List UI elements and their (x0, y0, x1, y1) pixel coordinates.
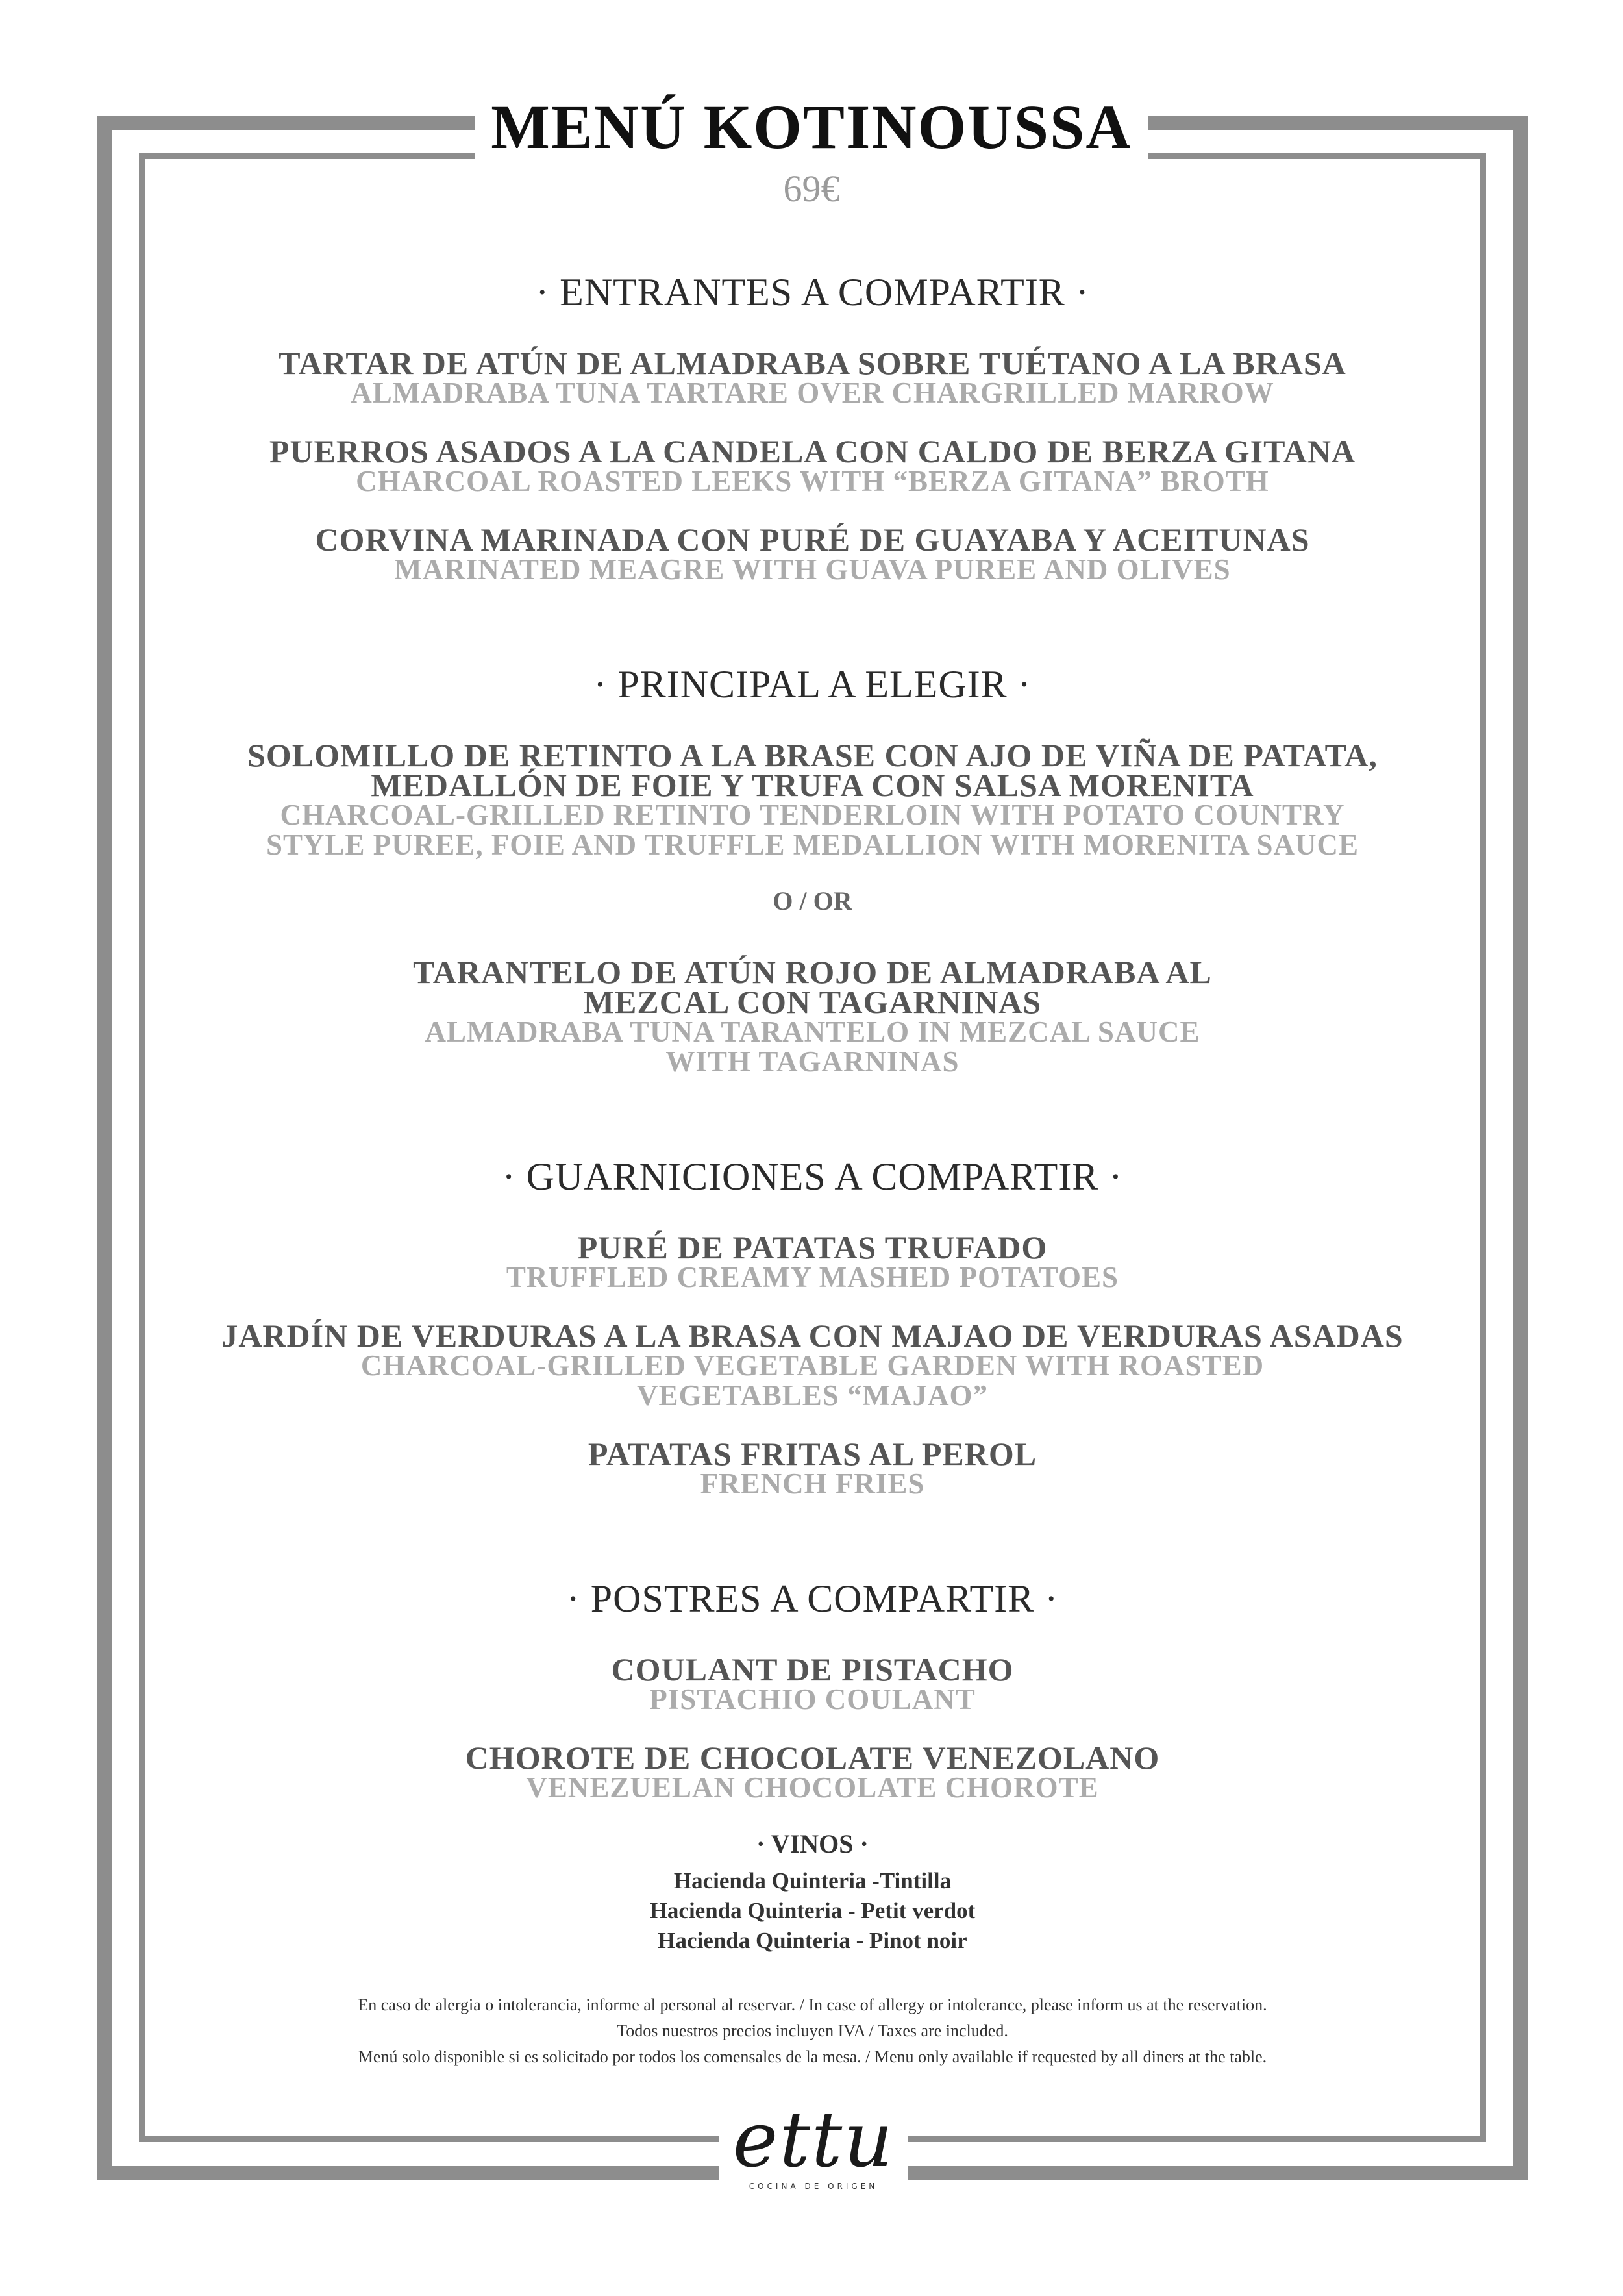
wine-item: Hacienda Quinteria -Tintilla (673, 1868, 952, 1893)
section-postres (139, 1579, 1486, 1803)
dish-name-en: TRUFFLED CREAMY MASHED POTATOES (506, 1261, 1119, 1293)
dish-item (139, 1740, 1486, 1804)
dish-name-es: TARTAR DE ATÚN DE ALMADRABA SOBRE TUÉTANO A LA BRASA (279, 345, 1346, 381)
wines-title: · VINOS · (756, 1829, 869, 1858)
footer-notes (139, 1992, 1486, 2070)
dish-name-en: FRENCH FRIES (700, 1467, 925, 1500)
section-guarniciones (139, 1157, 1486, 1499)
dish-name-es: COULANT DE PISTACHO (611, 1651, 1014, 1688)
page-title: MENÚ KOTINOUSSA (491, 92, 1132, 162)
section-principal (139, 665, 1486, 1077)
dish-item (139, 433, 1486, 497)
section-vinos (139, 1831, 1486, 1956)
dish-name-en: CHARCOAL ROASTED LEEKS WITH “BERZA GITANA” BROTH (356, 465, 1269, 497)
section-spacer (139, 613, 1486, 665)
dish-item (139, 1651, 1486, 1716)
availability-note: Menú solo disponible si es solicitado por todos los comensales de la mesa. / Menu only available if requested by all diners at the table. (358, 2047, 1267, 2066)
dish-name-es: SOLOMILLO DE RETINTO A LA BRASE CON AJO DE VIÑA DE PATATA, MEDALLÓN DE FOIE Y TRUFA CON SALSA MORENITA (247, 737, 1378, 803)
dish-name-en: MARINATED MEAGRE WITH GUAVA PUREE AND OLIVES (394, 553, 1231, 586)
dish-item (139, 1229, 1486, 1293)
dish-name-en: VENEZUELAN CHOCOLATE CHOROTE (526, 1771, 1099, 1804)
dish-name-es: CORVINA MARINADA CON PURÉ DE GUAYABA Y ACEITUNAS (315, 521, 1310, 558)
ettu-logo (719, 2095, 908, 2191)
dish-name-en: CHARCOAL-GRILLED VEGETABLE GARDEN WITH ROASTED VEGETABLES “MAJAO” (360, 1349, 1265, 1412)
menu-content (139, 273, 1486, 2070)
logo-tagline: COCINA DE ORIGEN (749, 2182, 878, 2191)
section-entrantes (139, 273, 1486, 584)
menu-price: 69€ (783, 168, 840, 210)
dish-item (139, 1317, 1486, 1412)
section-spacer (139, 1527, 1486, 1579)
dish-name-es: PATATAS FRITAS AL PEROL (588, 1436, 1037, 1472)
tax-note: Todos nuestros precios incluyen IVA / Taxes are included. (617, 2021, 1008, 2040)
section-title: · POSTRES A COMPARTIR · (566, 1577, 1059, 1620)
wine-item: Hacienda Quinteria - Pinot noir (658, 1928, 967, 1953)
dish-name-en: PISTACHIO COULANT (649, 1683, 976, 1716)
dish-name-en: ALMADRABA TUNA TARANTELO IN MEZCAL SAUCE WITH TAGARNINAS (425, 1016, 1200, 1078)
dish-name-en: ALMADRABA TUNA TARTARE OVER CHARGRILLED MARROW (351, 377, 1274, 409)
dish-item (139, 521, 1486, 586)
dish-item (139, 954, 1486, 1078)
section-spacer (139, 1105, 1486, 1157)
dish-item (139, 737, 1486, 861)
dish-name-es: TARANTELO DE ATÚN ROJO DE ALMADRABA AL MEZCAL CON TAGARNINAS (413, 954, 1212, 1020)
dish-name-es: CHOROTE DE CHOCOLATE VENEZOLANO (465, 1740, 1160, 1776)
dish-name-es: PURÉ DE PATATAS TRUFADO (577, 1229, 1048, 1266)
section-title: · GUARNICIONES A COMPARTIR · (502, 1155, 1123, 1198)
wine-item: Hacienda Quinteria - Petit verdot (649, 1898, 976, 1923)
section-title: · PRINCIPAL A ELEGIR · (593, 663, 1032, 706)
dish-name-es: JARDÍN DE VERDURAS A LA BRASA CON MAJAO DE VERDURAS ASADAS (221, 1317, 1404, 1354)
logo-wordmark: ettu (732, 2095, 895, 2184)
section-title: · ENTRANTES A COMPARTIR · (536, 271, 1089, 314)
allergy-note: En caso de alergia o intolerancia, informe al personal al reservar. / In case of allergy or intolerance, please inform us at the reservation. (358, 1995, 1267, 2014)
dish-item (139, 1436, 1486, 1500)
dish-item (139, 345, 1486, 409)
dish-name-es: PUERROS ASADOS A LA CANDELA CON CALDO DE BERZA GITANA (269, 433, 1356, 469)
or-separator: O / OR (773, 886, 852, 916)
dish-name-en: CHARCOAL-GRILLED RETINTO TENDERLOIN WITH POTATO COUNTRY STYLE PUREE, FOIE AND TRUFFLE MEDALLION WITH MORENITA SAUCE (266, 799, 1359, 861)
